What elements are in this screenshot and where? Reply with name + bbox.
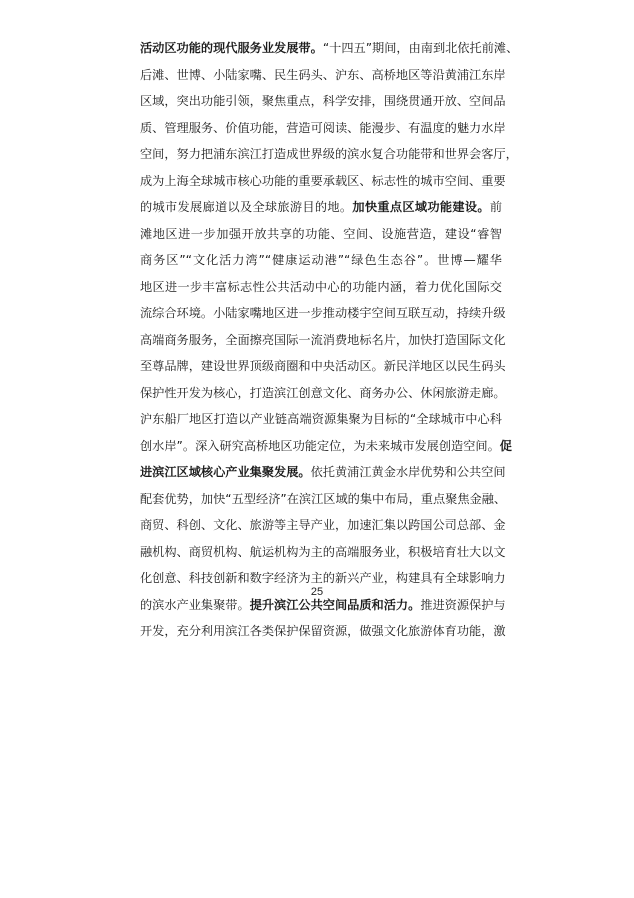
text-run: 商贸、科创、文化、旅游等主导产业，加速汇集以跨国公司总部、金 [140, 518, 506, 532]
text-run: 沪东船厂地区打造以产业链高端资源集聚为目标的“全球城市中心科 [140, 412, 502, 426]
text-line [140, 247, 502, 274]
text-run: 滩地区进一步加强开放共享的功能、空间、设施营造，建设“睿智 [140, 226, 502, 241]
text-run: 高端商务服务，全面擦亮国际一流消费地标名片，加快打造国际文化 [140, 332, 506, 347]
page-number: 25 [310, 586, 324, 598]
text-run: 创水岸”。深入研究高桥地区功能定位，为未来城市发展创造空间。 [140, 438, 500, 453]
text-run: 前 [489, 200, 503, 214]
text-run: 的滨水产业集聚带。 [140, 597, 250, 612]
bold-heading-run: 加快重点区域功能建设。 [352, 200, 490, 214]
text-line [140, 194, 502, 221]
text-run: 保护性开发为核心，打造滨江创意文化、商务办公、休闲旅游走廊。 [140, 385, 506, 400]
text-line [140, 539, 506, 566]
text-line [140, 380, 506, 407]
text-line [140, 406, 502, 433]
text-run: 后滩、世博、小陆家嘴、民生码头、沪东、高桥地区等沿黄浦江东岸 [140, 67, 506, 82]
bold-heading-run: 提升滨江公共空间品质和活力。 [249, 597, 421, 612]
text-run: “十四五”期间，由南到北依托前滩、 [322, 41, 519, 55]
body-paragraph [140, 35, 519, 645]
text-run: 商务区”“文化活力湾”“健康运动港”“绿色生态谷”。世博—耀华 [140, 253, 502, 267]
bold-heading-run: 活动区功能的现代服务业发展带。 [140, 41, 323, 55]
text-run: 成为上海全球城市核心功能的重要承载区、标志性的城市空间、重要 [140, 173, 506, 188]
text-line [140, 88, 506, 115]
bold-heading-run: 进滨江区域核心产业集聚发展。 [140, 465, 311, 479]
text-line [140, 512, 506, 539]
text-run: 推进资源保护与 [420, 597, 506, 612]
text-run: 的城市发展廊道以及全球旅游目的地。 [140, 200, 353, 214]
text-line [140, 274, 502, 301]
text-line [140, 141, 518, 168]
text-run: 开发，充分利用滨江各类保护保留资源，做强文化旅游体育功能，激 [140, 624, 506, 638]
text-run: 至尊品牌，建设世界顶级商圈和中央活动区。新民洋地区以民生码头 [140, 359, 506, 373]
text-line [140, 35, 519, 62]
text-line [140, 486, 507, 513]
text-run: 融机构、商贸机构、航运机构为主的高端服务业，积极培育壮大以文 [140, 544, 506, 559]
text-line [140, 300, 506, 327]
text-line [140, 168, 506, 195]
text-line [140, 221, 502, 248]
text-run: 地区进一步丰富标志性公共活动中心的功能内涵，着力优化国际交 [140, 279, 502, 294]
text-line [140, 353, 506, 380]
text-line [140, 115, 506, 142]
text-run: 依托黄浦江黄金水岸优势和公共空间 [310, 465, 506, 479]
text-line [140, 618, 506, 645]
text-line [140, 433, 512, 460]
text-line [140, 459, 506, 486]
text-run: 配套优势，加快“五型经济”在滨江区域的集中布局，重点聚焦金融、 [140, 491, 507, 506]
text-run: 质、管理服务、价值功能，营造可阅读、能漫步、有温度的魅力水岸 [140, 120, 506, 135]
bold-heading-run: 促 [499, 438, 512, 453]
text-line [140, 327, 506, 354]
text-run: 流综合环境。小陆家嘴地区进一步推动楼宇空间互联互动，持续升级 [140, 306, 506, 320]
text-run: 化创意、科技创新和数字经济为主的新兴产业，构建具有全球影响力 [140, 571, 506, 585]
text-line [140, 62, 506, 89]
text-run: 空间，努力把浦东滨江打造成世界级的滨水复合功能带和世界会客厅， [140, 147, 518, 161]
text-run: 区域，突出功能引领，聚焦重点，科学安排，围绕贯通开放、空间品 [140, 94, 506, 108]
